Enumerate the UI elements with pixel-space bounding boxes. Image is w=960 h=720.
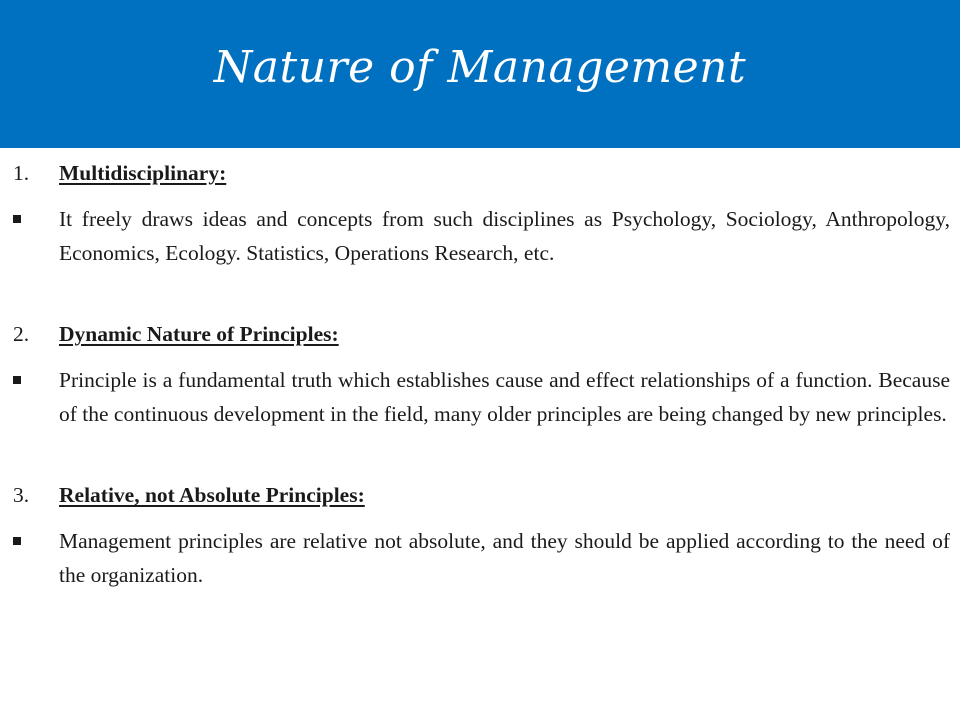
bullet-text: Principle is a fundamental truth which establishes cause and effect relationships of a function. Because of the continuous development in the field, many older principles are being changed by new principles. [59,368,950,426]
section-number: 2. [13,322,30,346]
section-number: 3. [13,483,30,507]
section-heading [13,156,950,190]
square-bullet-icon [13,537,21,545]
title-banner [0,0,960,148]
section-number: 1. [13,161,30,185]
section-title: Dynamic Nature of Principles: [59,322,339,346]
section-title: Relative, not Absolute Principles: [59,483,365,507]
section-heading [13,317,950,351]
section-heading [13,478,950,512]
square-bullet-icon [13,376,21,384]
bullet-item [13,524,950,592]
slide-title: Nature of Management [213,42,747,93]
slide-content [13,156,950,592]
section-title: Multidisciplinary: [59,161,227,185]
bullet-item [13,202,950,270]
bullet-item [13,363,950,431]
bullet-text: Management principles are relative not absolute, and they should be applied according to the need of the organization. [59,529,950,587]
bullet-text: It freely draws ideas and concepts from such disciplines as Psychology, Sociology, Anthropology, Economics, Ecology. Statistics, Operations Research, etc. [59,207,950,265]
square-bullet-icon [13,215,21,223]
